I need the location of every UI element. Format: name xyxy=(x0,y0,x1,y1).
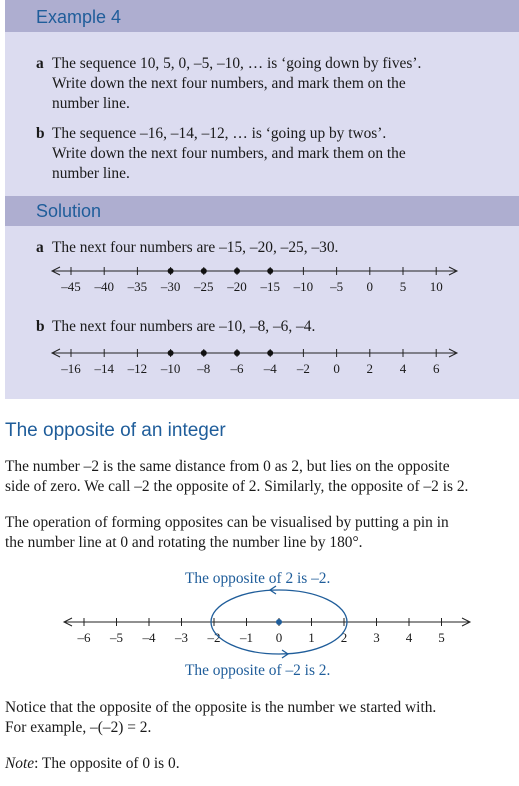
example-title: Example 4 xyxy=(36,7,122,27)
tick-label: –8 xyxy=(197,361,211,376)
tick-label: –5 xyxy=(110,630,123,645)
tick-label: 0 xyxy=(366,279,374,294)
question-a-text: The sequence 10, 5, 0, –5, –10, … is ‘going down by fives’. Write down the next four numbers, and mark them on the number line. xyxy=(52,55,422,112)
paragraph-3: Notice that the opposite of the opposite is the number we started with. For example, –(–2) = 2. xyxy=(5,699,437,736)
note-label: Note xyxy=(5,755,35,772)
tick-label: –1 xyxy=(240,630,253,645)
pivot-pin xyxy=(276,619,282,625)
tick-label: 4 xyxy=(405,630,413,645)
tick-label: 10 xyxy=(429,279,443,294)
tick-label: –3 xyxy=(175,630,188,645)
tick-label: –45 xyxy=(61,279,81,294)
marked-point xyxy=(201,350,207,356)
tick-label: –6 xyxy=(77,630,91,645)
paragraph-1: The number –2 is the same distance from 0 as 2, but lies on the opposite side of zero. We call –2 the opposite of 2. Similarly, the opposite of –2 is 2. xyxy=(5,458,469,495)
section-heading: The opposite of an integer xyxy=(5,420,226,441)
tick-label: –2 xyxy=(296,361,310,376)
solution-a-label: a xyxy=(36,239,44,256)
tick-label: –4 xyxy=(142,630,156,645)
marked-point xyxy=(168,350,174,356)
tick-label: 1 xyxy=(308,630,315,645)
tick-label: 6 xyxy=(432,361,440,376)
solution-b-label: b xyxy=(36,318,45,335)
solution-b-text: The next four numbers are –10, –8, –6, –4. xyxy=(52,318,316,335)
tick-label: –14 xyxy=(94,361,114,376)
solution-title: Solution xyxy=(36,201,102,221)
tick-label: 5 xyxy=(438,630,445,645)
tick-label: –5 xyxy=(330,279,344,294)
solution-a-text: The next four numbers are –15, –20, –25, –30. xyxy=(52,239,339,256)
tick-label: –16 xyxy=(61,361,81,376)
question-b-text: The sequence –16, –14, –12, … is ‘going up by twos’. Write down the next four numbers, and mark them on the number line. xyxy=(52,125,406,182)
tick-label: –10 xyxy=(293,279,314,294)
marked-point xyxy=(234,350,240,356)
tick-label: 0 xyxy=(275,630,283,645)
tick-label: –10 xyxy=(160,361,181,376)
tick-label: –25 xyxy=(194,279,214,294)
note xyxy=(5,754,519,774)
question-a-label: a xyxy=(36,55,44,72)
tick-label: –4 xyxy=(263,361,277,376)
tick-label: 3 xyxy=(373,630,380,645)
tick-label: –30 xyxy=(160,279,181,294)
tick-label: –20 xyxy=(227,279,247,294)
tick-label: 2 xyxy=(366,361,374,376)
tick-label: 5 xyxy=(399,279,407,294)
tick-label: 0 xyxy=(333,361,340,376)
figure-caption-top: The opposite of 2 is –2. xyxy=(185,570,331,587)
tick-label: –12 xyxy=(127,361,148,376)
tick-label: 4 xyxy=(399,361,407,376)
tick-label: –6 xyxy=(230,361,244,376)
tick-label: –35 xyxy=(127,279,148,294)
rotation-number-line xyxy=(0,560,519,670)
tick-label: –2 xyxy=(207,630,221,645)
paragraph-2: The operation of forming opposites can be visualised by putting a pin in the number line at 0 and rotating the number line by 180°. xyxy=(5,514,449,551)
tick-label: –40 xyxy=(94,279,114,294)
note-text: : The opposite of 0 is 0. xyxy=(34,755,180,772)
tick-label: 2 xyxy=(340,630,348,645)
marked-point xyxy=(267,350,273,356)
question-b-label: b xyxy=(36,125,45,142)
figure-caption-bottom: The opposite of –2 is 2. xyxy=(185,662,331,679)
tick-label: –15 xyxy=(260,279,280,294)
